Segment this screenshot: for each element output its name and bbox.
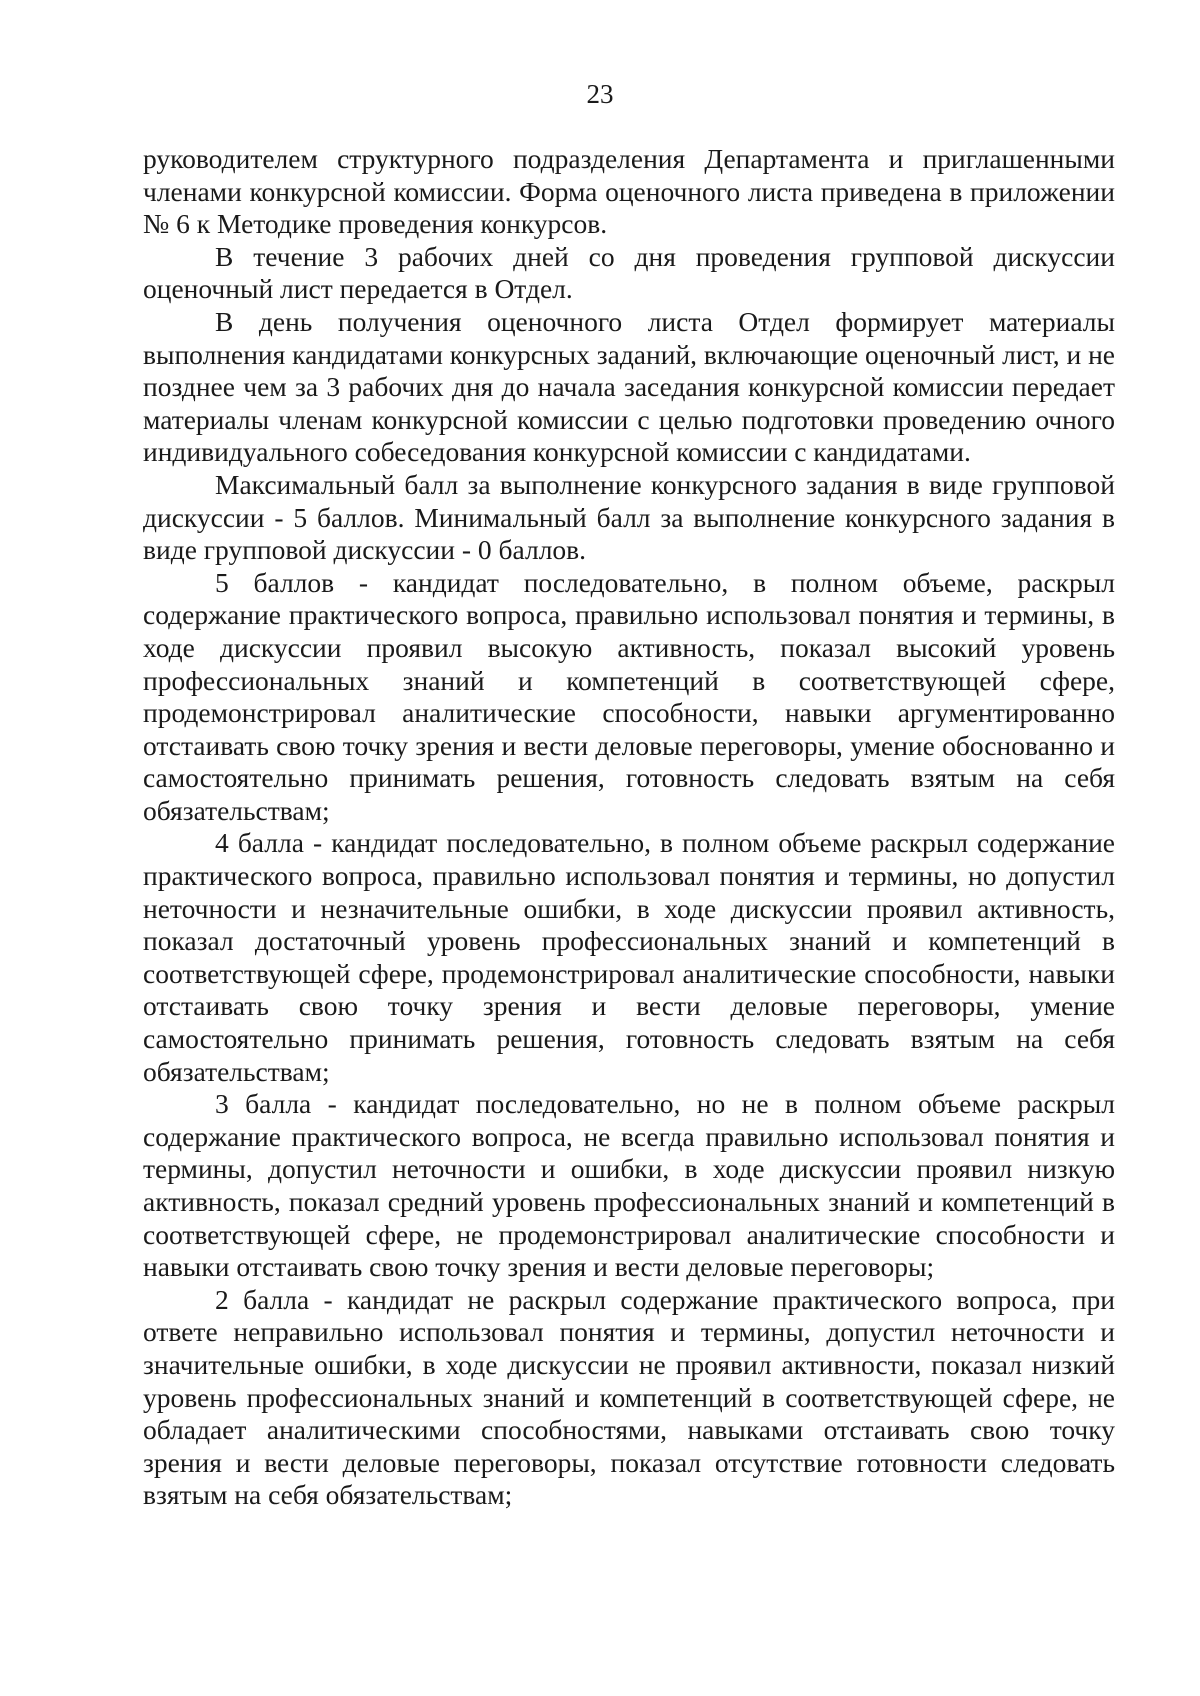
paragraph-1: руководителем структурного подразделения Департамента и приглашенными членами конкурсной комиссии. Форма оценочного листа приведена в приложении № 6 к Методике проведения конкурсов. xyxy=(143,143,1115,240)
paragraph-2: В течение 3 рабочих дней со дня проведения групповой дискуссии оценочный лист передается в Отдел. xyxy=(143,240,1115,305)
paragraph-5-points-criteria: 5 баллов - кандидат последовательно, в полном объеме, раскрыл содержание практического вопроса, правильно использовал понятия и термины, в ходе дискуссии проявил высокую активность, показал высокий уровень профессиональных знаний и компетенций в соответствующей сфере, продемонстрировал аналитические способности, навыки аргументированно отстаивать свою точку зрения и вести деловые переговоры, умение обоснованно и самостоятельно принимать решения, готовность следовать взятым на себя обязательствам; xyxy=(143,566,1115,826)
document-body xyxy=(143,143,1115,1512)
paragraph-4: Максимальный балл за выполнение конкурсного задания в виде групповой дискуссии - 5 баллов. Минимальный балл за выполнение конкурсного задания в виде групповой дискуссии - 0 баллов. xyxy=(143,468,1115,566)
paragraph-3-points-criteria: 3 балла - кандидат последовательно, но не в полном объеме раскрыл содержание практического вопроса, не всегда правильно использовал понятия и термины, допустил неточности и ошибки, в ходе дискуссии проявил низкую активность, показал средний уровень профессиональных знаний и компетенций в соответствующей сфере, не продемонстрировал аналитические способности и навыки отстаивать свою точку зрения и вести деловые переговоры; xyxy=(143,1088,1115,1283)
paragraph-4-points-criteria: 4 балла - кандидат последовательно, в полном объеме раскрыл содержание практического вопроса, правильно использовал понятия и термины, но допустил неточности и незначительные ошибки, в ходе дискуссии проявил активность, показал достаточный уровень профессиональных знаний и компетенций в соответствующей сфере, продемонстрировал аналитические способности, навыки отстаивать свою точку зрения и вести деловые переговоры, умение самостоятельно принимать решения, готовность следовать взятым на себя обязательствам; xyxy=(143,827,1115,1087)
paragraph-2-points-criteria: 2 балла - кандидат не раскрыл содержание практического вопроса, при ответе неправильно использовал понятия и термины, допустил неточности и значительные ошибки, в ходе дискуссии не проявил активности, показал низкий уровень профессиональных знаний и компетенций в соответствующей сфере, не обладает аналитическими способностями, навыками отстаивать свою точку зрения и вести деловые переговоры, показал отсутствие готовности следовать взятым на себя обязательствам; xyxy=(143,1283,1115,1511)
paragraph-3: В день получения оценочного листа Отдел формирует материалы выполнения кандидатами конкурсных заданий, включающие оценочный лист, и не позднее чем за 3 рабочих дня до начала заседания конкурсной комиссии передает материалы членам конкурсной комиссии с целью подготовки проведению очного индивидуального собеседования конкурсной комиссии с кандидатами. xyxy=(143,305,1115,468)
page-number: 23 xyxy=(586,79,614,109)
